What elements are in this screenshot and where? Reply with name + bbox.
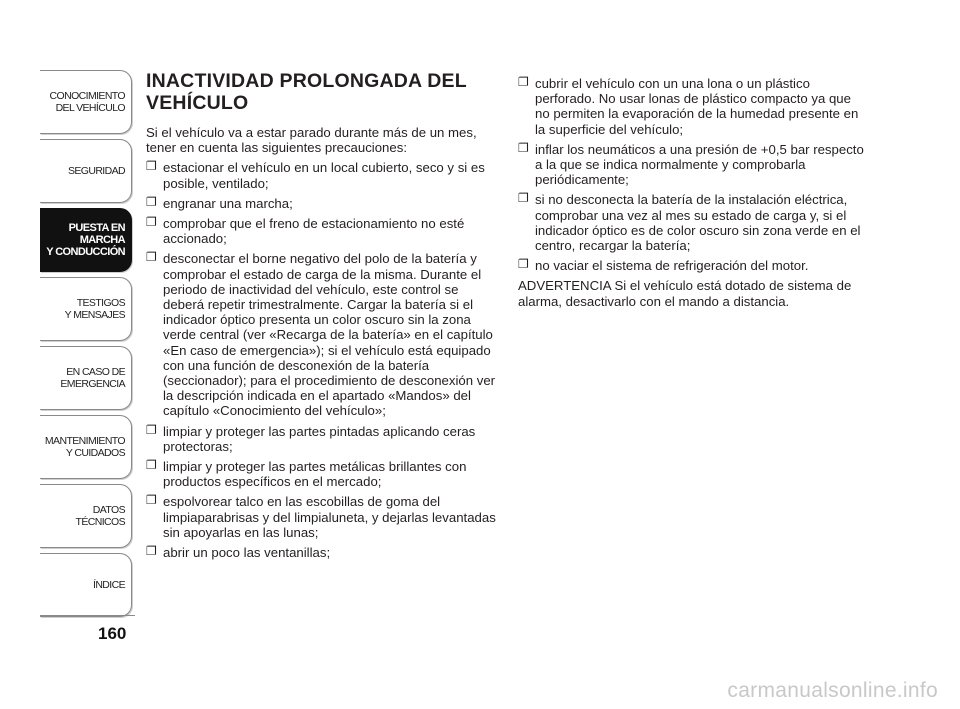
list-item: ❐ limpiar y proteger las partes metálicas brillantes con productos específicos en el mercado;	[146, 458, 467, 490]
checkbox-bullet-icon: ❐	[518, 140, 529, 155]
tab-label: CONOCIMIENTO DEL VEHÍCULO	[49, 90, 125, 114]
tab-label: MANTENIMIENTO Y CUIDADOS	[44, 435, 125, 459]
section-title: INACTIVIDAD PROLONGADA DEL VEHÍCULO	[146, 70, 467, 114]
list-item: ❐ si no desconecta la batería de la instalación eléctrica, comprobar una vez al mes su estado de carga y, si el indicador óptico es de color oscuro sin zona verde en el centro, recargar la batería;	[518, 191, 861, 254]
tab-seguridad[interactable]	[40, 139, 132, 203]
tab-label: PUESTA EN MARCHA Y CONDUCCIÓN	[46, 222, 125, 258]
precautions-list-right	[518, 76, 868, 273]
checkbox-bullet-icon: ❐	[146, 493, 157, 508]
intro-paragraph: Si el vehículo va a estar parado durante más de un mes, tener en cuenta las siguientes precauciones:	[146, 125, 477, 156]
list-item: ❐ desconectar el borne negativo del polo de la batería y comprobar el estado de carga de la misma. Durante el periodo de inactividad del vehículo, este control se deberá repetir trimestralmente. Cargar la batería si el indicador óptico presenta un color oscuro sin la zona verde central (ver «Recarga de la batería» en el capítulo «En caso de emergencia»); si el vehículo está equipado con una función de desconexión de la batería (seccionador); para el procedimiento de desconexión ver la descripción indicada en el apartado «Mandos» del capítulo «Conocimiento del vehículo»;	[146, 250, 496, 419]
tab-puesta-en-marcha[interactable]	[40, 208, 132, 272]
watermark: carmanualsonline.info	[727, 679, 938, 702]
tab-label: TESTIGOS Y MENSAJES	[64, 297, 125, 321]
tab-label: SEGURIDAD	[67, 165, 125, 177]
checkbox-bullet-icon: ❐	[146, 159, 157, 174]
list-item: ❐ engranar una marcha;	[146, 194, 293, 211]
list-item: ❐ comprobar que el freno de estacionamiento no esté accionado;	[146, 215, 465, 247]
checkbox-bullet-icon: ❐	[146, 215, 157, 230]
tab-indice[interactable]	[40, 553, 132, 617]
list-item: ❐ cubrir el vehículo con un una lona o un plástico perforado. No usar lonas de plástico compacto ya que no permiten la evaporación de la humedad presente en la superficie del vehículo;	[518, 75, 859, 137]
checkbox-bullet-icon: ❐	[518, 257, 529, 272]
left-column	[146, 70, 496, 565]
checkbox-bullet-icon: ❐	[146, 544, 157, 559]
list-item: ❐ abrir un poco las ventanillas;	[146, 544, 331, 561]
list-item: ❐ no vaciar el sistema de refrigeración del motor.	[518, 257, 809, 274]
tab-label: EN CASO DE EMERGENCIA	[60, 366, 125, 390]
page-divider	[40, 615, 135, 616]
tab-mantenimiento-y-cuidados[interactable]	[40, 415, 132, 479]
list-item: ❐ estacionar el vehículo en un local cubierto, seco y si es posible, ventilado;	[146, 159, 485, 191]
tab-en-caso-de-emergencia[interactable]	[40, 346, 132, 410]
tab-testigos-y-mensajes[interactable]	[40, 277, 132, 341]
list-item: ❐ limpiar y proteger las partes pintadas aplicando ceras protectoras;	[146, 422, 476, 454]
page-number: 160	[98, 624, 127, 643]
tab-label: DATOS TÉCNICOS	[75, 504, 125, 528]
list-item: ❐ inflar los neumáticos a una presión de +0,5 bar respecto a la que se indica normalmente y comprobarla periódicamente;	[518, 140, 864, 188]
checkbox-bullet-icon: ❐	[146, 422, 157, 437]
precautions-list-left	[146, 160, 496, 560]
checkbox-bullet-icon: ❐	[146, 194, 157, 209]
list-item: ❐ espolvorear talco en las escobillas de goma del limpiaparabrisas y del limpialuneta, y dejarlas levantadas sin apoyarlas en las lunas;	[146, 493, 496, 540]
checkbox-bullet-icon: ❐	[146, 458, 157, 473]
tab-conocimiento-del-vehiculo[interactable]	[40, 70, 132, 134]
warning-note: ADVERTENCIA Si el vehículo está dotado de sistema de alarma, desactivarlo con el mando a distancia.	[518, 278, 852, 309]
checkbox-bullet-icon: ❐	[518, 191, 529, 206]
tab-datos-tecnicos[interactable]	[40, 484, 132, 548]
checkbox-bullet-icon: ❐	[146, 250, 157, 265]
tab-label: ÍNDICE	[93, 579, 125, 591]
checkbox-bullet-icon: ❐	[518, 75, 529, 89]
right-column	[518, 76, 868, 309]
